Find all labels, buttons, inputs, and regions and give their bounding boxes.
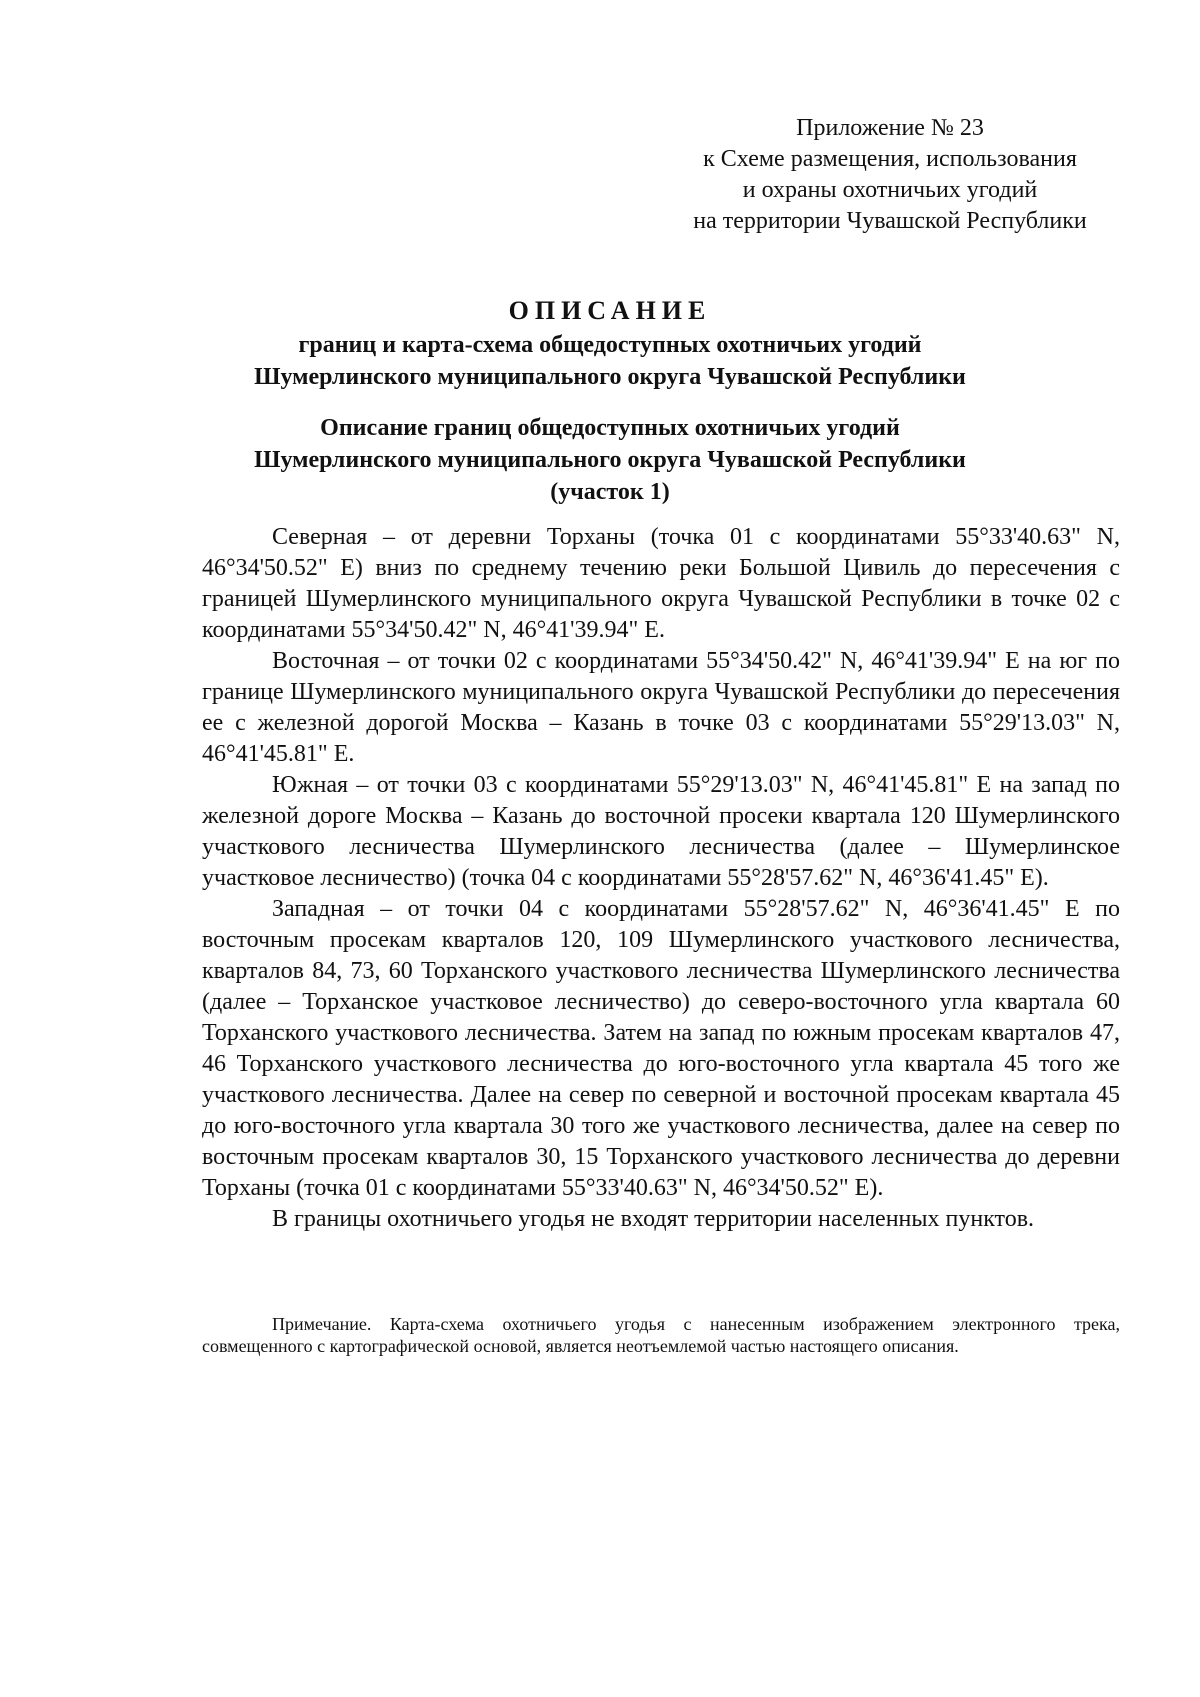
- section-heading-line: Описание границ общедоступных охотничьих угодий: [320, 415, 900, 441]
- title-line: Шумерлинского муниципального округа Чувашской Республики: [254, 364, 966, 390]
- section-heading-line: (участок 1): [550, 479, 670, 505]
- title-main: ОПИСАНИЕ: [508, 296, 712, 325]
- appendix-line: к Схеме размещения, использования: [703, 146, 1077, 172]
- boundary-south: Южная – от точки 03 с координатами 55°29'13.03" N, 46°41'45.81" E на запад по железной дороге Москва – Казань до восточной просеки квартала 120 Шумерлинского участкового лесничества Шумерлинского лесничества (далее – Шумерлинское участковое лесничество) (точка 04 с координатами 55°28'57.62" N, 46°36'41.45" E).: [202, 772, 1120, 891]
- title-line: границ и карта-схема общедоступных охотничьих угодий: [298, 332, 922, 358]
- footnote: Примечание. Карта-схема охотничьего угодья с нанесенным изображением электронного трека, совмещенного с картографической основой, является неотъемлемой частью настоящего описания.: [202, 1314, 1120, 1356]
- appendix-line: Приложение № 23: [796, 115, 984, 141]
- boundary-north: Северная – от деревни Торханы (точка 01 с координатами 55°33'40.63" N, 46°34'50.52" E) вниз по среднему течению реки Большой Цивиль до пересечения с границей Шумерлинского муниципального округа Чувашской Республики в точке 02 с координатами 55°34'50.42" N, 46°41'39.94" E.: [202, 524, 1120, 643]
- boundary-description: [202, 522, 1120, 1235]
- appendix-line: и охраны охотничьих угодий: [742, 177, 1038, 203]
- appendix-line: на территории Чувашской Республики: [693, 208, 1087, 234]
- document-title: [150, 293, 1070, 393]
- appendix-reference: [660, 113, 1120, 237]
- section-heading: [150, 412, 1070, 508]
- boundary-west: Западная – от точки 04 с координатами 55°28'57.62" N, 46°36'41.45" E по восточным просекам кварталов 120, 109 Шумерлинского участкового лесничества, кварталов 84, 73, 60 Торханского участкового лесничества Шумерлинского лесничества (далее – Торханское участковое лесничество) до северо-восточного угла квартала 60 Торханского участкового лесничества. Затем на запад по южным просекам кварталов 47, 46 Торханского участкового лесничества до юго-восточного угла квартала 45 того же участкового лесничества. Далее на север по северной и восточной просекам квартала 45 до юго-восточного угла квартала 30 того же участкового лесничества, далее на север по восточным просекам кварталов 30, 15 Торханского участкового лесничества до деревни Торханы (точка 01 с координатами 55°33'40.63" N, 46°34'50.52" E).: [202, 896, 1120, 1201]
- boundary-east: Восточная – от точки 02 с координатами 55°34'50.42" N, 46°41'39.94" E на юг по границе Шумерлинского муниципального округа Чувашской Республики до пересечения ее с железной дорогой Москва – Казань в точке 03 с координатами 55°29'13.03" N, 46°41'45.81" E.: [202, 648, 1120, 767]
- section-heading-line: Шумерлинского муниципального округа Чувашской Республики: [254, 447, 966, 473]
- boundary-exclusion: В границы охотничьего угодья не входят территории населенных пунктов.: [272, 1206, 1035, 1232]
